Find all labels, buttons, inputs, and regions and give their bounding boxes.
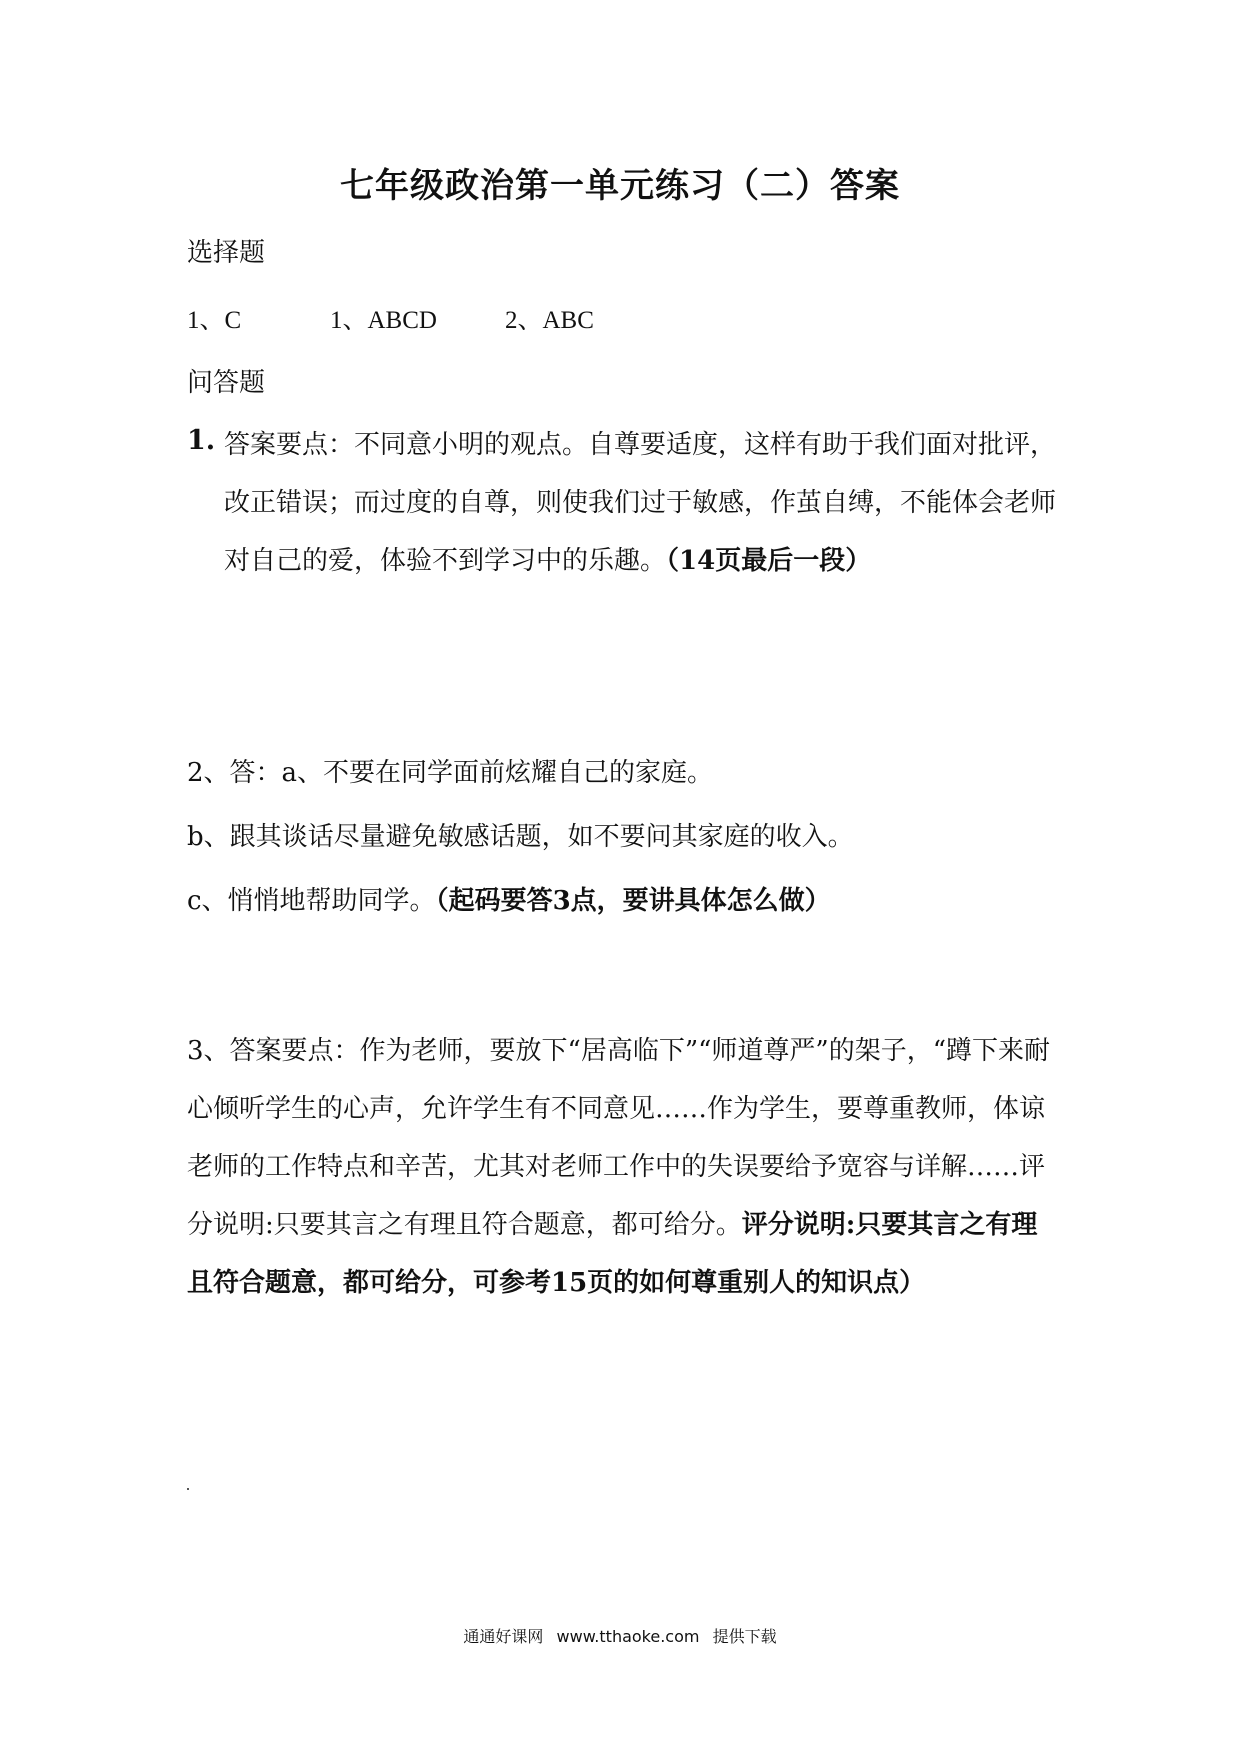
section-heading-choice: 选择题 — [187, 238, 266, 268]
answer-1-paragraph — [224, 416, 1056, 590]
answer-2-line-b: b、跟其谈话尽量避免敏感话题，如不要问其家庭的收入。 — [187, 822, 854, 852]
answer-1-text: 答案要点：不同意小明的观点。自尊要适度，这样有助于我们面对批评，改正错误；而过度的自尊，则使我们过于敏感，作茧自缚，不能体会老师对自己的爱，体验不到学习中的乐趣。 — [224, 430, 1057, 576]
answer-1-note: （14页最后一段） — [666, 546, 872, 576]
answer-3-note: 评分说明:只要其言之有理且符合题意，都可给分，可参考15页的如何尊重别人的知识点） — [187, 1210, 1038, 1298]
answer-2-line-c-text: c、悄悄地帮助同学。 — [187, 886, 436, 916]
footer-site-name: 通通好课网 — [463, 1627, 544, 1646]
answer-3-text: 3、答案要点：作为老师，要放下“居高临下”“师道尊严”的架子，“蹲下来耐心倾听学生的心声，允许学生有不同意见……作为学生，要尊重教师，体谅老师的工作特点和辛苦，尤其对老师工作中的失误要给予宽容与详解……评分说明:只要其言之有理且符合题意，都可给分。 — [187, 1036, 1051, 1240]
answer-3-paragraph — [187, 1022, 1056, 1312]
answer-2-line-a: 2、答：a、不要在同学面前炫耀自己的家庭。 — [187, 758, 714, 788]
footer-action: 提供下载 — [712, 1627, 777, 1646]
choice-answer-1: 1、C — [187, 307, 242, 334]
footer-url[interactable]: www.tthaoke.com — [556, 1627, 700, 1646]
scan-speck — [187, 1488, 189, 1490]
footer — [0, 1624, 1240, 1647]
choice-answer-3: 2、ABC — [505, 307, 594, 334]
section-heading-qa: 问答题 — [187, 368, 266, 398]
answer-2-line-c — [187, 880, 831, 917]
answer-1-number: 1. — [187, 425, 216, 456]
answer-2-note: （起码要答3点，要讲具体怎么做） — [435, 886, 831, 916]
page-title: 七年级政治第一单元练习（二）答案 — [340, 166, 900, 206]
choice-answer-2: 1、ABCD — [330, 307, 437, 334]
